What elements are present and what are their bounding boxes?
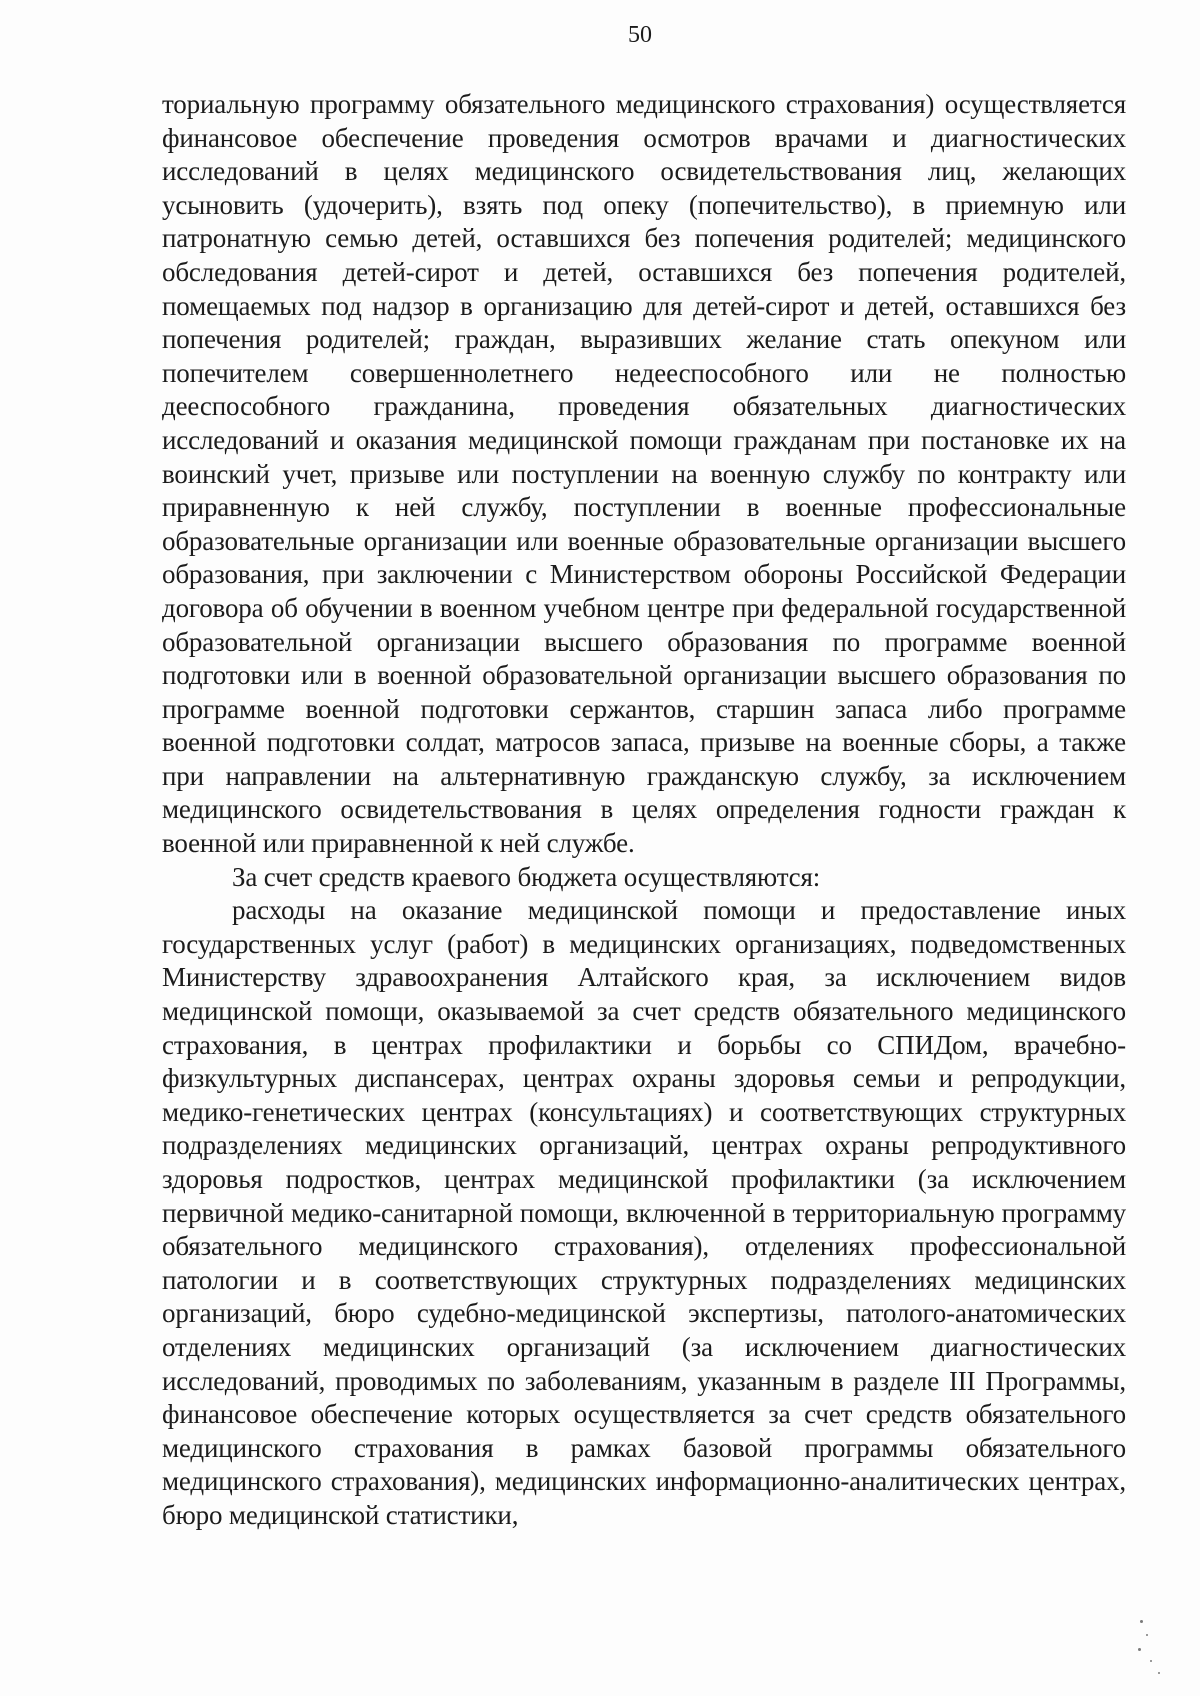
scan-speck (1158, 1672, 1160, 1674)
scan-speck (1138, 1648, 1141, 1651)
paragraph-expenses: расходы на оказание медицинской помощи и предоставление иных государственных услуг (работ) в медицинских организациях, подведомственных Министерству здравоохранения Алтайского края, за исключением видов медицинской помощи, оказываемой за счет средств обязательного медицинского страхования, в центрах профилактики и борьбы со СПИДом, врачебно-физкультурных диспансерах, центрах охраны здоровья семьи и репродукции, медико-генетических центрах (консультациях) и соответствующих структурных подразделениях медицинских организаций, центрах охраны репродуктивного здоровья подростков, центрах медицинской профилактики (за исключением первичной медико-санитарной помощи, включенной в территориальную программу обязательного медицинского страхования), отделениях профессиональной патологии и в соответствующих структурных подразделениях медицинских организаций, бюро судебно-медицинской экспертизы, патолого-анатомических отделениях медицинских организаций (за исключением диагностических исследований, проводимых по заболеваниям, указанным в разделе III Программы, финансовое обеспечение которых осуществляется за счет средств обязательного медицинского страхования в рамках базовой программы обязательного медицинского страхования), медицинских информационно-аналитических центрах, бюро медицинской статистики, (162, 895, 1126, 1530)
paragraph-continuation: ториальную программу обязательного медицинского страхования) осуществляется финансовое обеспечение проведения осмотров врачами и диагностических исследований в целях медицинского освидетельствования лиц, желающих усыновить (удочерить), взять под опеку (попечительство), в приемную или патронатную семью детей, оставшихся без попечения родителей; медицинского обследования детей-сирот и детей, оставшихся без попечения родителей, помещаемых под надзор в организацию для детей-сирот и детей, оставшихся без попечения родителей; граждан, выразивших желание стать опекуном или попечителем совершеннолетнего недееспособного или не полностью дееспособного гражданина, проведения обязательных диагностических исследований и оказания медицинской помощи гражданам при постановке их на воинский учет, призыве или поступлении на военную службу по контракту или приравненную к ней службу, поступлении в военные профессиональные образовательные организации или военные образовательные организации высшего образования, при заключении с Министерством обороны Российской Федерации договора об обучении в военном учебном центре при федеральной государственной образовательной организации высшего образования по программе военной подготовки или в военной образовательной организации высшего образования по программе военной подготовки сержантов, старшин запаса либо программе военной подготовки солдат, матросов запаса, призыве на военные сборы, а также при направлении на альтернативную гражданскую службу, за исключением медицинского освидетельствования в целях определения годности граждан к военной или приравненной к ней службе. (162, 89, 1126, 859)
scan-speck (1146, 1634, 1148, 1636)
scan-speck (1150, 1660, 1152, 1662)
page-number: 50 (628, 22, 652, 48)
scan-speck (1140, 1620, 1143, 1623)
document-body (162, 88, 1126, 1533)
paragraph-regional-budget-intro: За счет средств краевого бюджета осуществляются: (232, 861, 821, 892)
